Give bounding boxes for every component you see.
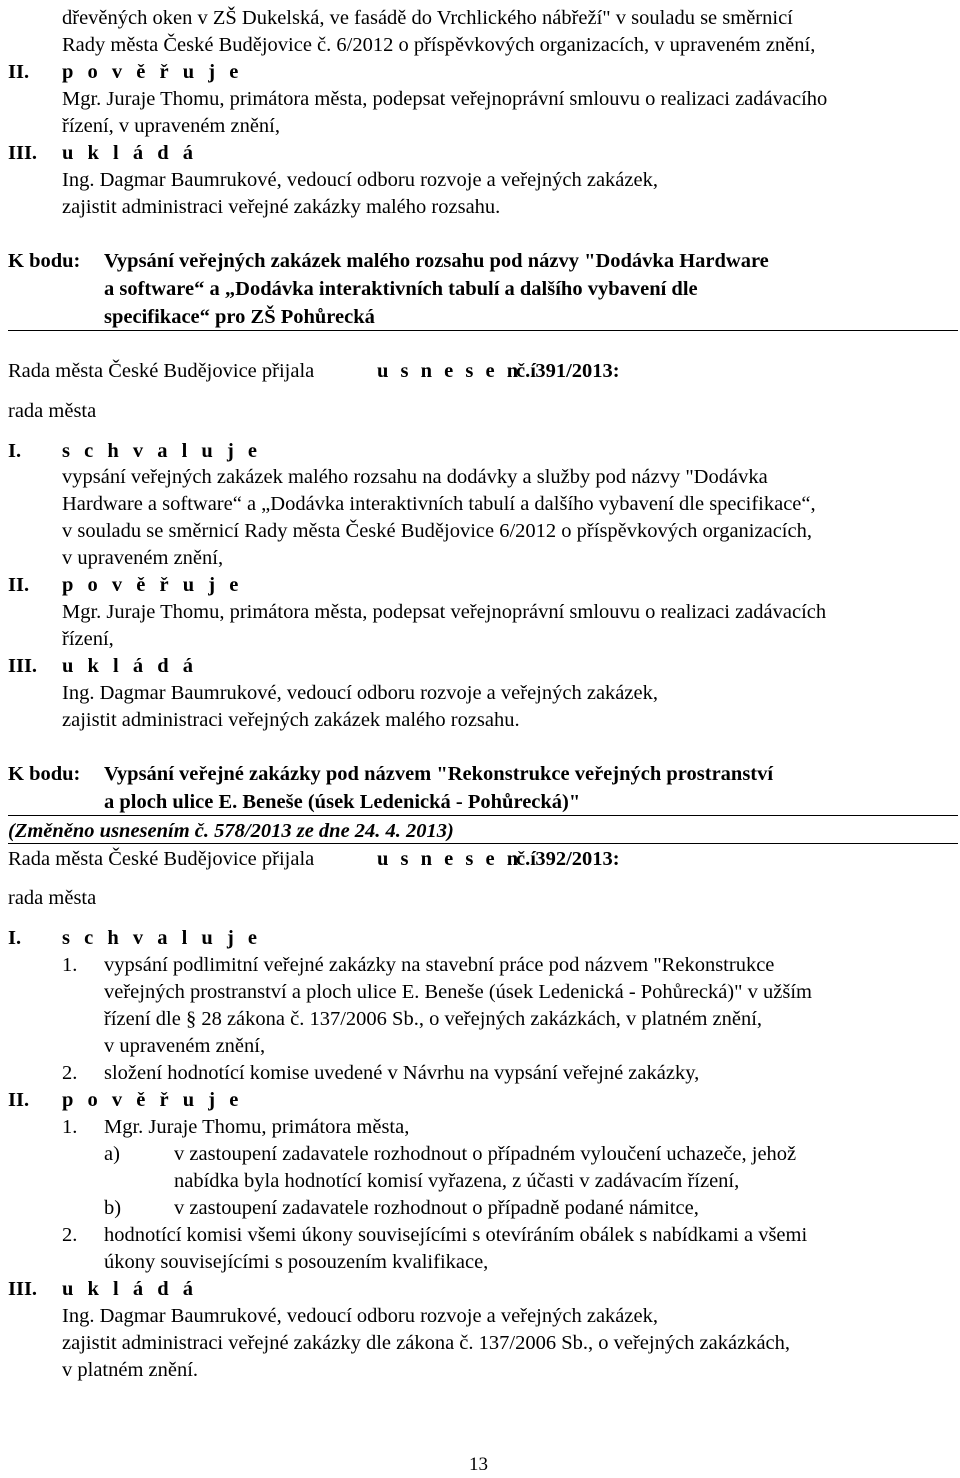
item392-rada-prijala: Rada města České Budějovice přijala [8,848,315,870]
item392-poveruje: p o v ě ř u j e [62,1089,243,1111]
item391-title-2: a software“ a „Dodávka interaktivních tabulí a dalšího vybavení dle [104,278,698,300]
item391-number: č. 391/2013: [516,360,620,382]
item391-poveruje: p o v ě ř u j e [62,574,243,596]
item392-heading-rule [8,815,958,816]
item392-pb-label: b) [104,1197,122,1219]
item392-roman-2: II. [8,1089,30,1111]
top-poveruje: p o v ě ř u j e [62,61,243,83]
item391-text-5: Mgr. Juraje Thomu, primátora města, podepsat veřejnoprávní smlouvu o realizaci zadávacích [62,601,827,623]
item391-usneseni: u s n e s e n í [377,360,540,382]
item392-roman-3: III. [8,1278,38,1300]
item392-roman-1: I. [8,927,22,949]
item392-pa-label: a) [104,1143,120,1165]
item392-u-line-3: v platném znění. [62,1359,199,1381]
item392-s2: složení hodnotící komise uvedené v Návrhu na vypsání veřejné zakázky, [104,1062,700,1084]
item391-title-3: specifikace“ pro ZŠ Pohůrecká [104,306,375,328]
item391-rada-mesta: rada města [8,400,97,422]
top-line-2: Rady města České Budějovice č. 6/2012 o příspěvkových organizacích, v upraveném znění, [62,34,816,56]
item392-title-1: Vypsání veřejné zakázky pod názvem "Rekonstrukce veřejných prostranství [104,763,774,785]
item392-p1-text: Mgr. Juraje Thomu, primátora města, [104,1116,410,1138]
item391-rada-prijala: Rada města České Budějovice přijala [8,360,315,382]
item392-kbodu: K bodu: [8,763,81,785]
item391-text-2: Hardware a software“ a „Dodávka interaktivních tabulí a dalšího vybavení dle specifikace“, [62,493,816,515]
item391-text-4: v upraveném znění, [62,547,224,569]
item392-note-rule [8,843,958,844]
item392-pa-line-2: nabídka byla hodnotící komisí vyřazena, z účasti v zadávacím řízení, [174,1170,740,1192]
item391-kbodu: K bodu: [8,250,81,272]
item392-s1-line-3: řízení dle § 28 zákona č. 137/2006 Sb., o veřejných zakázkách, v platném znění, [104,1008,763,1030]
item391-title-1: Vypsání veřejných zakázek malého rozsahu pod názvy "Dodávka Hardware [104,250,769,272]
item392-u-line-1: Ing. Dagmar Baumrukové, vedoucí odboru rozvoje a veřejných zakázek, [62,1305,658,1327]
top-line-5: Ing. Dagmar Baumrukové, vedoucí odboru rozvoje a veřejných zakázek, [62,169,658,191]
page-number: 13 [469,1454,488,1475]
item392-schvaluje: s c h v a l u j e [62,927,262,949]
item391-uklada: u k l á d á [62,655,198,677]
item392-usneseni: u s n e s e n í [377,848,540,870]
item392-changed-note: (Změněno usnesením č. 578/2013 ze dne 24. 4. 2013) [8,820,454,842]
top-roman-3: III. [8,142,38,164]
item392-num-2: 2. [62,1062,78,1084]
item392-p-num-1: 1. [62,1116,78,1138]
item392-p2-line-2: úkony souvisejícími s posouzením kvalifikace, [104,1251,489,1273]
top-line-3: Mgr. Juraje Thomu, primátora města, podepsat veřejnoprávní smlouvu o realizaci zadávacího [62,88,828,110]
item392-rada-mesta: rada města [8,887,97,909]
top-roman-2: II. [8,61,30,83]
item392-s1-line-1: vypsání podlimitní veřejné zakázky na stavební práce pod názvem "Rekonstrukce [104,954,775,976]
top-uklada: u k l á d á [62,142,198,164]
item391-text-8: zajistit administraci veřejných zakázek malého rozsahu. [62,709,520,731]
item391-text-3: v souladu se směrnicí Rady města České Budějovice 6/2012 o příspěvkových organizacích, [62,520,812,542]
top-line-6: zajistit administraci veřejné zakázky malého rozsahu. [62,196,501,218]
item392-number: č. 392/2013: [516,848,620,870]
item392-num-1: 1. [62,954,78,976]
item391-roman-3: III. [8,655,38,677]
item391-text-7: Ing. Dagmar Baumrukové, vedoucí odboru rozvoje a veřejných zakázek, [62,682,658,704]
item392-uklada: u k l á d á [62,1278,198,1300]
item391-roman-2: II. [8,574,30,596]
item391-text-1: vypsání veřejných zakázek malého rozsahu na dodávky a služby pod názvy "Dodávka [62,466,768,488]
item392-p-num-2: 2. [62,1224,78,1246]
item391-text-6: řízení, [62,628,114,650]
item391-schvaluje: s c h v a l u j e [62,440,262,462]
item392-title-2: a ploch ulice E. Beneše (úsek Ledenická - Pohůrecká)" [104,791,581,813]
item392-s1-line-2: veřejných prostranství a ploch ulice E. Beneše (úsek Ledenická - Pohůrecká)" v užším [104,981,812,1003]
item392-u-line-2: zajistit administraci veřejné zakázky dle zákona č. 137/2006 Sb., o veřejných zakázkách, [62,1332,791,1354]
item392-pb-line-1: v zastoupení zadavatele rozhodnout o případně podané námitce, [174,1197,699,1219]
item392-pa-line-1: v zastoupení zadavatele rozhodnout o případném vyloučení uchazeče, jehož [174,1143,797,1165]
item392-s1-line-4: v upraveném znění, [104,1035,266,1057]
item391-heading-rule [8,330,958,331]
item392-p2-line-1: hodnotící komisi všemi úkony souvisejícími s otevíráním obálek s nabídkami a všemi [104,1224,808,1246]
top-line-1: dřevěných oken v ZŠ Dukelská, ve fasádě do Vrchlického nábřeží" v souladu se směrnicí [62,7,793,29]
top-line-4: řízení, v upraveném znění, [62,115,281,137]
item391-roman-1: I. [8,440,22,462]
